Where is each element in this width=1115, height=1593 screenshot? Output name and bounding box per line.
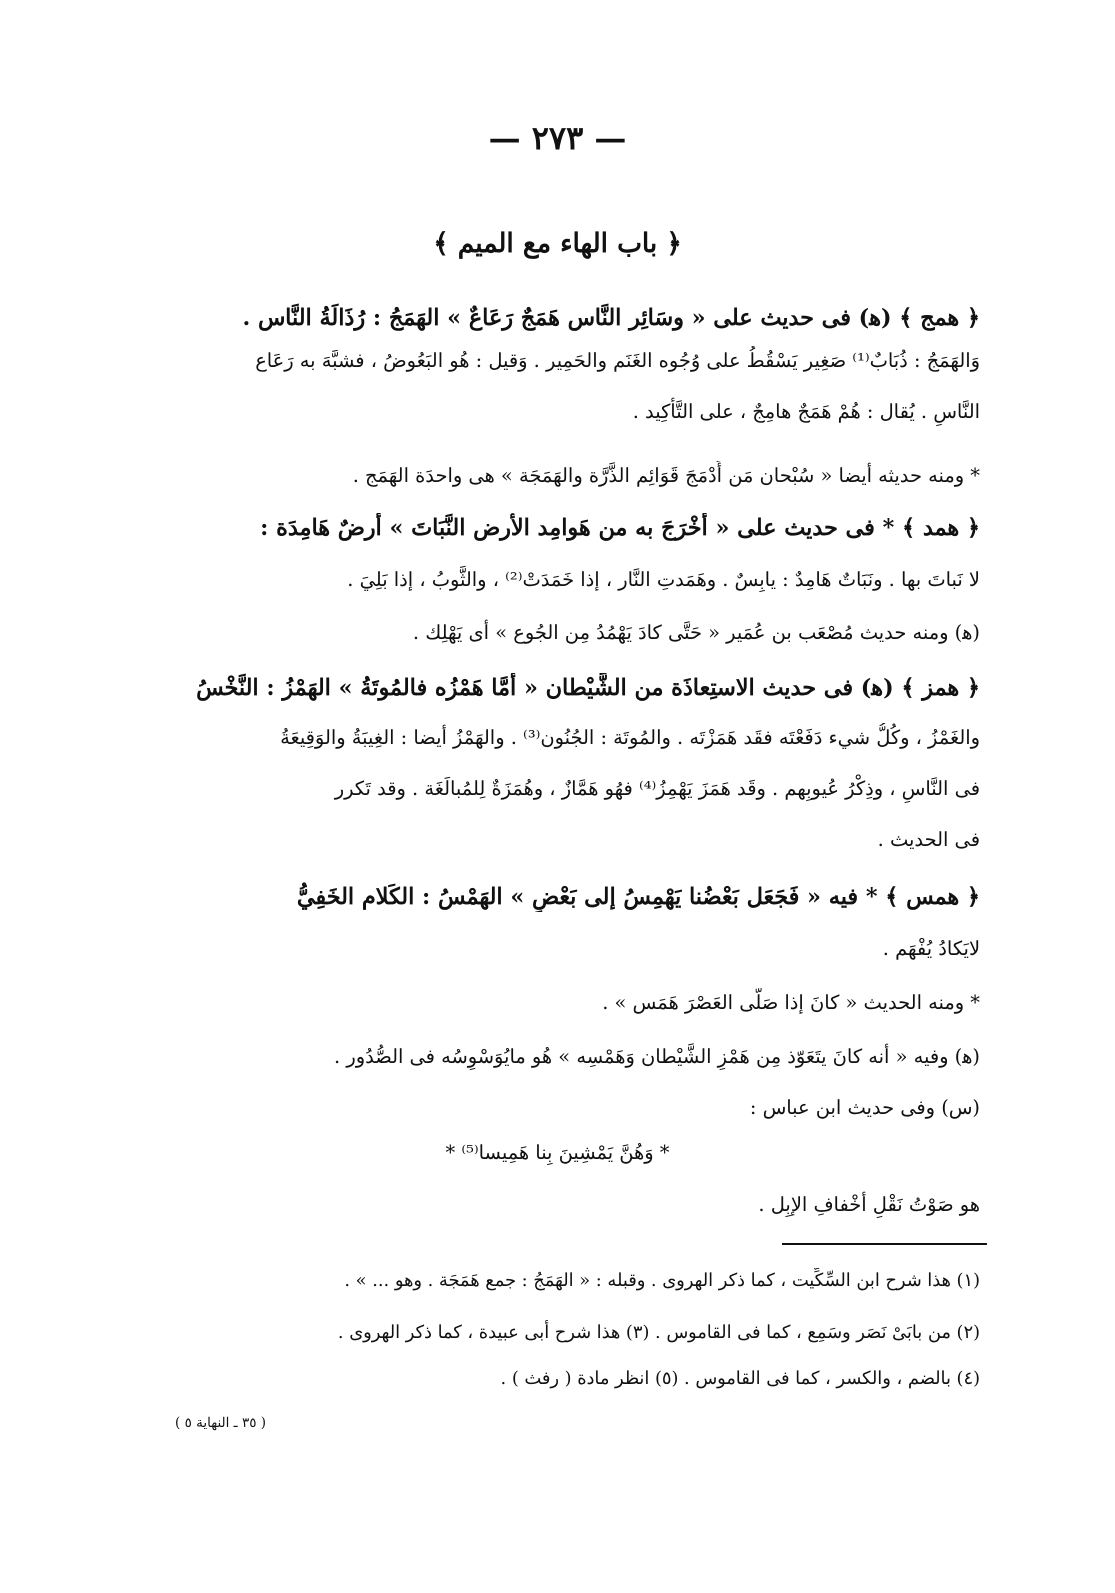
body-line: وَالهَمَجُ : ذُبَابٌ⁽¹⁾ صَغِير يَسْقُطُ على وُجُوه الغَنَم والحَمِير . وَقيل : هُو البَعُوضُ ، فشبَّهَ به رَعَاع	[255, 349, 980, 372]
body-line: لايَكادُ يُفْهَم .	[882, 937, 980, 960]
page-number: — ٢٧٣ —	[488, 119, 627, 157]
body-line: * ومنه الحديث « كانَ إذا صَلَّى العَصْرَ هَمَس » .	[602, 991, 980, 1014]
footnote-line: (١) هذا شرح ابن السِّكِّيت ، كما ذكر الهروى . وقبله : « الهَمَجُ : جمع هَمَجَة . وهو ... » .	[344, 1270, 980, 1291]
footnote-line: (٤) بالضم ، والكسر ، كما فى القاموس . (٥) انظر مادة ( رفث ) .	[500, 1368, 980, 1389]
body-line: هو صَوْتُ نَقْلِ أخْفافِ الإبِل .	[758, 1193, 980, 1216]
body-line: (ﻫ) ومنه حديث مُصْعَب بن عُمَير « حَتَّى كادَ يَهْمُدُ مِن الجُوع » أى يَهْلِك .	[412, 621, 980, 644]
entry-hamad-headline: ﴿ همد ﴾ * فى حديث على « أَخْرَجَ به من هَوامِد الأرض النَّبَاتَ » أرضٌ هَامِدَة :	[260, 515, 980, 541]
entry-hamaz-headline: ﴿ همز ﴾ (ﻫ) فى حديث الاستِعاذَة من الشَّيْطان « أمَّا هَمْزُه فالمُوتَةُ » الهَمْزُ : النَّخْسُ	[196, 675, 980, 701]
body-line: * ومنه حديثه أيضا « سُبْحان مَن أَدْمَجَ قَوَائِم الذَّرَّة والهَمَجَة » هى واحدَة الهَمَج .	[352, 464, 980, 487]
body-line: لا نَباتَ بها . ونَبَاتٌ هَامِدٌ : يابِسٌ . وهَمَدتِ النَّار ، إذا خَمَدَتْ⁽²⁾ ، والثَّوبُ ، إذا بَلِيَ .	[347, 568, 980, 591]
body-line: (ﻫ) وفيه « أنه كانَ يتَعَوّذ مِن هَمْزِ الشَّيْطان وَهَمْسِه » هُو مايُوَسْوِسُه فى الصُّدُور .	[334, 1045, 980, 1068]
body-line: والغَمْزُ ، وكُلُّ شيء دَفَعْتَه فقَد هَمَزْتَه . والمُوتَة : الجُنُون⁽³⁾ . والهَمْزُ أيضا : الغِيبَةُ والوَقِيعَةُ	[280, 726, 980, 749]
body-line: فى النَّاسِ ، وذِكْرُ عُيوبِهم . وقَد هَمَزَ يَهْمِزُ⁽⁴⁾ فهُو هَمَّازٌ ، وهُمَزَةٌ لِلمُبالَغَة . وقد تَكرر	[334, 777, 980, 800]
entry-hamaj-headline: ﴿ همج ﴾ (ﻫ) فى حديث على « وسَائِر النَّاس هَمَجٌ رَعَاعٌ » الهَمَجُ : رُذَالَةُ النَّاس .	[242, 305, 980, 331]
body-line: النَّاسِ . يُقال : هُمْ هَمَجٌ هامِجٌ ، على التَّأْكِيد .	[632, 400, 980, 423]
chapter-title: ﴿ باب الهاء مع الميم ﴾	[433, 228, 682, 259]
body-line: (س) وفى حديث ابن عباس :	[749, 1096, 980, 1119]
footnote-line: (٢) من بابَىْ نَصَر وسَمِع ، كما فى القاموس . (٣) هذا شرح أبى عبيدة ، كما ذكر الهروى .	[337, 1322, 980, 1343]
body-line: فى الحديث .	[877, 828, 980, 851]
verse-line: * وَهُنَّ يَمْشِينَ بِنا هَمِيسا⁽⁵⁾ *	[445, 1141, 670, 1164]
entry-hamas-headline: ﴿ همس ﴾ * فيه « فَجَعَل بَعْضُنا يَهْمِسُ إلى بَعْضٍ » الهَمْسُ : الكَلام الخَفِيُّ	[296, 884, 980, 910]
footnote-rule	[782, 1243, 987, 1245]
sheet-signature: ( ٣٥ ـ النهاية ٥ )	[175, 1415, 267, 1431]
